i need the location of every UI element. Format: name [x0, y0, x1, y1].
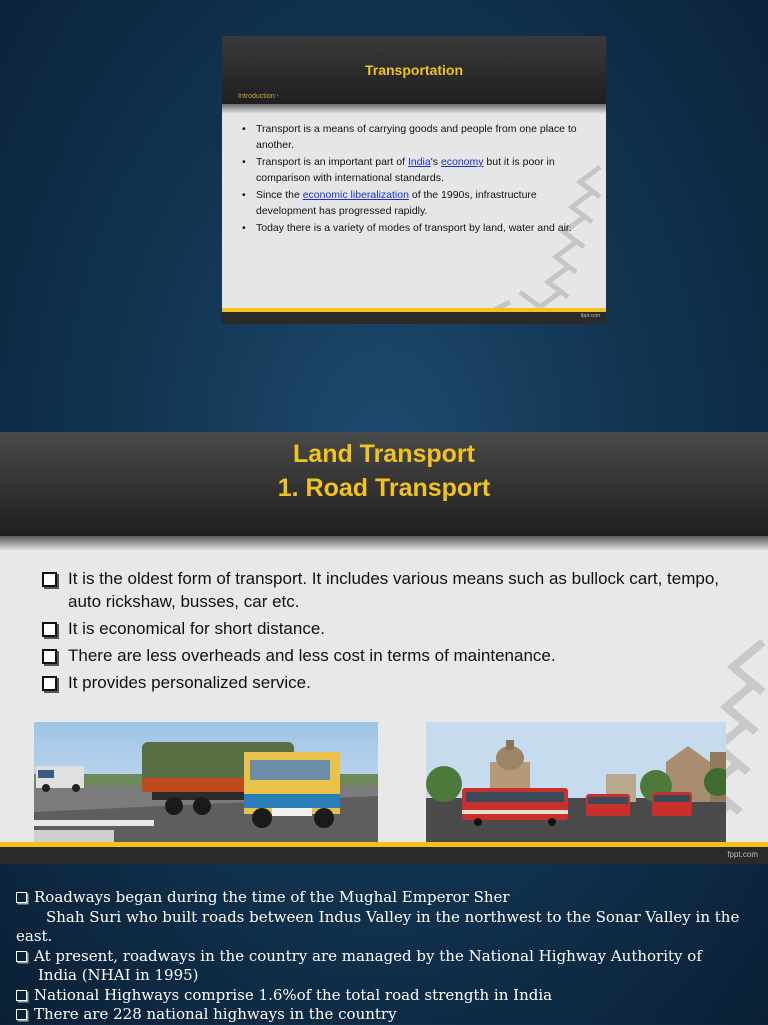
list-item: It is the oldest form of transport. It includes various means such as bullock cart, tempo, auto rickshaw, busses, car etc. — [40, 567, 740, 613]
header-shadow-band — [0, 536, 768, 550]
note-paragraph: There are 228 national highways in the country — [16, 1005, 760, 1025]
checkbox-bullet-icon — [42, 676, 57, 691]
footer-credit: fppt.com — [727, 850, 758, 859]
list-item: • Transport is an important part of India's economy but it is poor in comparison with international standards. — [242, 155, 592, 186]
india-link[interactable]: India — [407, 156, 431, 168]
slide-road-transport — [0, 432, 768, 864]
slide-subtitle: 1. Road Transport — [277, 474, 491, 502]
slide-footer — [0, 847, 768, 864]
slide-title: Land Transport — [293, 440, 475, 468]
list-item: There are less overheads and less cost in terms of maintenance. — [40, 644, 740, 667]
list-item: It provides personalized service. — [40, 671, 740, 694]
note-paragraph: Roadways began during the time of the Mughal Emperor Sher — [16, 888, 760, 908]
list-item: • Today there is a variety of modes of transport by land, water and air. — [242, 221, 592, 237]
header-shadow-band — [222, 104, 606, 114]
list-item: It is economical for short distance. — [40, 617, 740, 640]
slide-subtitle: Introduction:- — [238, 93, 279, 100]
footer-credit: fppt.com — [580, 313, 600, 319]
note-paragraph: At present, roadways in the country are managed by the National Highway Authority of — [16, 947, 760, 967]
economic-liberalization-link[interactable]: economic liberalization — [302, 189, 409, 201]
list-item: • Since the economic liberalization of the 1990s, infrastructure development has progressed rapidly. — [242, 188, 592, 219]
bus-photo — [426, 722, 726, 850]
truck-photo — [34, 722, 378, 850]
checkbox-bullet-icon — [16, 990, 27, 1001]
slide-bullet-list — [40, 567, 740, 698]
slide-bullet-list — [242, 122, 592, 239]
notes-text-block — [16, 888, 760, 1025]
checkbox-bullet-icon — [16, 892, 27, 903]
list-item: • Transport is a means of carrying goods and people from one place to another. — [242, 122, 592, 153]
note-paragraph: Shah Suri who built roads between Indus Valley in the northwest to the Sonar Valley in the east. — [16, 907, 740, 945]
checkbox-bullet-icon — [42, 572, 57, 587]
slide-transportation-thumbnail — [222, 36, 606, 324]
checkbox-bullet-icon — [42, 649, 57, 664]
checkbox-bullet-icon — [16, 1009, 27, 1020]
checkbox-bullet-icon — [16, 951, 27, 962]
slide-footer — [222, 312, 606, 324]
economy-link[interactable]: economy — [440, 156, 484, 168]
checkbox-bullet-icon — [42, 622, 57, 637]
slide-title: Transportation — [364, 62, 463, 78]
note-paragraph: India (NHAI in 1995) — [38, 966, 199, 984]
note-paragraph: National Highways comprise 1.6%of the total road strength in India — [16, 986, 760, 1006]
